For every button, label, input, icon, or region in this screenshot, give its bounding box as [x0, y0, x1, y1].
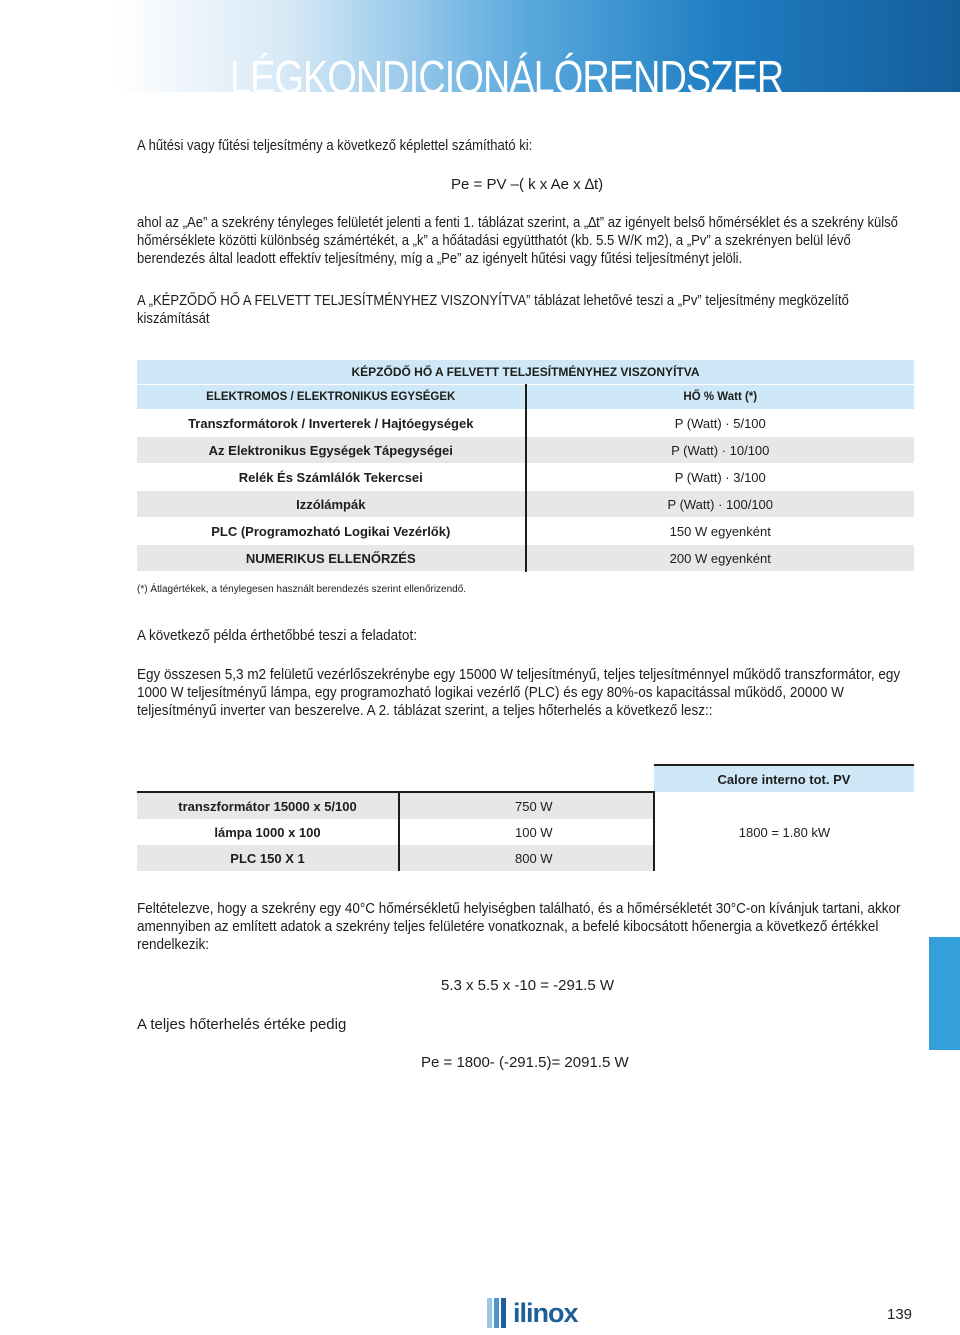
- logo-mark-icon: [487, 1298, 509, 1328]
- formula: Pe = PV –( k x Ae x ∆t): [451, 176, 604, 193]
- heat-cell: 150 W egyenként: [526, 518, 914, 545]
- load-value: 800 W: [399, 845, 654, 871]
- load-table-header: Calore interno tot. PV: [654, 765, 914, 792]
- explanation-text: ahol az „Ae” a szekrény tényleges felületét jelenti a fenti 1. táblázat szerint, a „∆t” az igényelt belső hőmérséklet és a szekrény külső hőmérséklete közötti különbség számértékét, a „k” a hőátadási együtthatót (kb. 5.5 W/K m2), a „Pv” a szekrényen belül lévő berendezés által leadott effektív teljesítmény, míg a „Pe” az igényelt hűtési vagy fűtési teljesítményt jelöli.: [137, 215, 898, 267]
- intro-text: A hűtési vagy fűtési teljesítmény a következő képlettel számítható ki:: [137, 138, 533, 154]
- heat-cell: P (Watt) · 3/100: [526, 464, 914, 491]
- table-row: [137, 819, 914, 845]
- table-row: [137, 545, 914, 572]
- table-row: [137, 518, 914, 545]
- load-item: PLC 150 X 1: [137, 845, 399, 871]
- calc-2: Pe = 1800- (-291.5)= 2091.5 W: [421, 1054, 629, 1071]
- unit-cell: Transzformátorok / Inverterek / Hajtóegységek: [137, 410, 526, 437]
- load-value: 750 W: [399, 792, 654, 819]
- heat-cell: P (Watt) · 10/100: [526, 437, 914, 464]
- heat-cell: P (Watt) · 5/100: [526, 410, 914, 437]
- unit-cell: Az Elektronikus Egységek Tápegységei: [137, 437, 526, 464]
- calc-1: 5.3 x 5.5 x -10 = -291.5 W: [441, 977, 615, 994]
- title-banner: [0, 0, 960, 92]
- example-intro: A következő példa érthetőbbé teszi a feladatot:: [137, 627, 417, 644]
- brand-logo: [487, 1296, 578, 1330]
- heat-table-title: KÉPZŐDŐ HŐ A FELVETT TELJESÍTMÉNYHEZ VISZONYÍTVA: [137, 360, 914, 385]
- load-table: [137, 764, 914, 871]
- assumption-text: Feltételezve, hogy a szekrény egy 40°C hőmérsékletű helyiségben található, és a hőmérsékletét 30°C-on kívánjuk tartani, akkor amennyiben az említett adatok a szekrény teljes felületére vonatkoznak, a befelé kibocsátott hőenergia a következő értékkel rendelkezik:: [137, 900, 901, 953]
- table-row: [137, 845, 914, 871]
- unit-cell: Izzólámpák: [137, 491, 526, 518]
- heat-table-col-units: ELEKTROMOS / ELEKTRONIKUS EGYSÉGEK: [137, 385, 526, 410]
- unit-cell: NUMERIKUS ELLENŐRZÉS: [137, 545, 526, 572]
- unit-cell: Relék És Számlálók Tekercsei: [137, 464, 526, 491]
- explanation-text-2: A „KÉPZŐDŐ HŐ A FELVETT TELJESÍTMÉNYHEZ VISZONYÍTVA” táblázat lehetővé teszi a „Pv” teljesítmény megközelítő kiszámítását: [137, 293, 849, 327]
- table-footnote: (*) Átlagértékek, a ténylegesen használt berendezés szerint ellenőrizendő.: [137, 584, 467, 595]
- logo-text: ilinox: [513, 1297, 578, 1328]
- page-number: 139: [887, 1306, 913, 1323]
- unit-cell: PLC (Programozható Logikai Vezérlők): [137, 518, 526, 545]
- load-value: 100 W: [399, 819, 654, 845]
- load-item: lámpa 1000 x 100: [137, 819, 399, 845]
- table-row: [137, 491, 914, 518]
- example-text: Egy összesen 5,3 m2 felületű vezérlőszekrénybe egy 15000 W teljesítményű, teljes teljesítménnyel működő transzformátor, egy 1000 W teljesítményű lámpa, egy programozható logikai vezérlő (PLC) és egy 80%-os kapacitással működő, 20000 W teljesítményű inverter van beszerelve. A 2. táblázat szerint, a teljes hőterhelés a következő lesz::: [137, 666, 901, 719]
- total-label: A teljes hőterhelés értéke pedig: [137, 1016, 347, 1033]
- heat-cell: 200 W egyenként: [526, 545, 914, 572]
- heat-cell: P (Watt) · 100/100: [526, 491, 914, 518]
- load-total: 1800 = 1.80 kW: [738, 824, 831, 840]
- table-row: [137, 792, 914, 819]
- table-row: [137, 464, 914, 491]
- side-tab: [929, 937, 960, 1050]
- table-row: [137, 410, 914, 437]
- page-title: LÉGKONDICIONÁLÓRENDSZER: [230, 51, 784, 92]
- table-row: [137, 437, 914, 464]
- heat-table-col-heat: HŐ % Watt (*): [526, 385, 914, 410]
- load-item: transzformátor 15000 x 5/100: [137, 792, 399, 819]
- heat-table: [137, 360, 914, 572]
